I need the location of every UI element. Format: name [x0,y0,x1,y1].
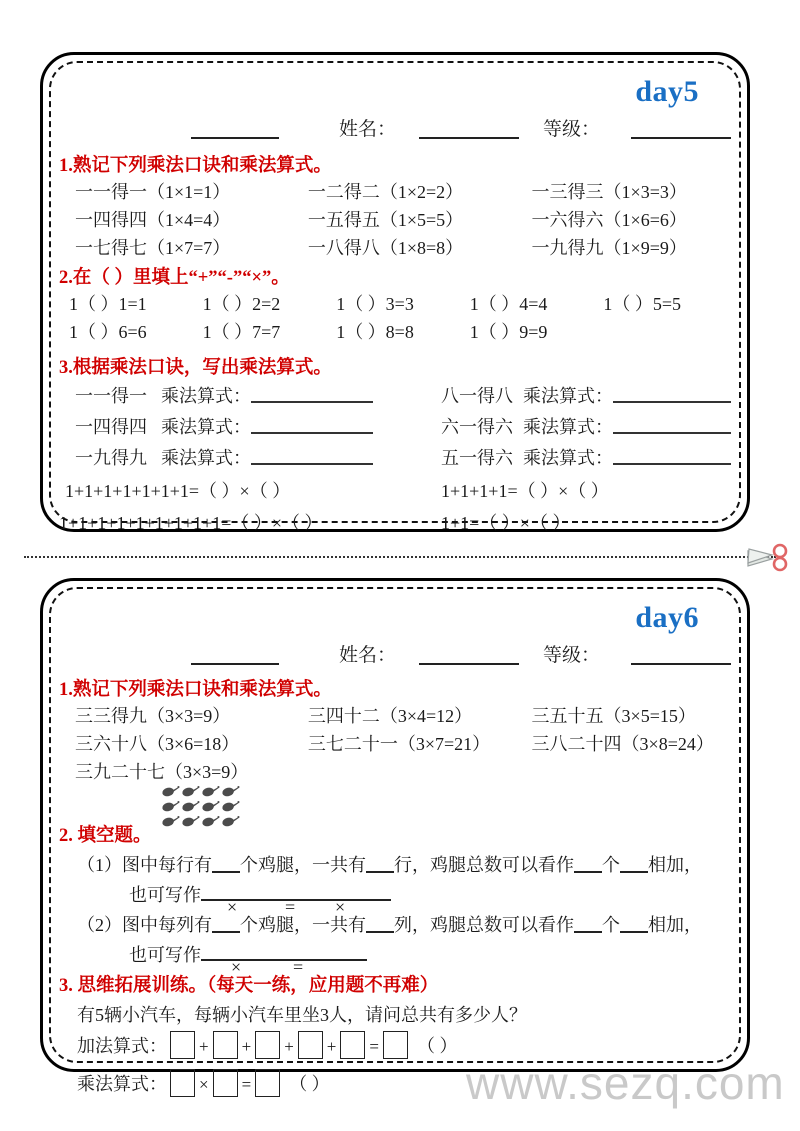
name-label-day5: 姓名： [339,119,397,140]
exercise-row [69,317,737,345]
chicken-drumstick-icon [201,785,220,798]
student-info-row-day5 [51,115,739,141]
answer-blank[interactable] [366,857,394,873]
name-blank-day6[interactable] [419,662,519,665]
exercise-row [69,289,737,317]
exercise-item[interactable]: 1（ ）8=8 [336,322,414,342]
addition-to-multiplication-2b[interactable]: 1+1=（ ）×（ ） [441,513,571,533]
table-cell: 一三得三（1×3=3） [531,182,687,202]
write-formula-exercises-day5 [75,379,731,472]
chicken-drumstick-icon [181,815,200,828]
formula-blank[interactable] [251,386,373,403]
exercise-item[interactable]: 1（ ）6=6 [69,322,147,342]
table-cell: 三八二十四（3×8=24） [531,734,714,754]
answer-blank[interactable] [620,857,648,873]
day-label-day6: day6 [635,601,699,634]
answer-box[interactable] [255,1069,280,1097]
exercise-item[interactable]: 1（ ）5=5 [603,294,682,314]
table-cell: 一九得九（1×9=9） [531,238,687,258]
table-cell: 一五得五（1×5=5） [307,210,464,230]
table-cell: 三九二十七（3×3=9） [75,762,249,782]
multiplication-table-day5 [75,177,731,261]
formula-label: 乘法算式： [161,416,251,437]
formula-label: 乘法算式： [523,447,613,468]
exercise-item[interactable]: 1（ ）1=1 [69,294,147,314]
table-cell: 一八得八（1×8=8） [307,238,464,258]
table-cell: 一七得七（1×7=7） [75,238,231,258]
chicken-drumstick-icon [221,815,240,828]
op-symbol: = [293,957,304,977]
formula-blank[interactable] [251,417,373,434]
exercise-item[interactable]: 1（ ）3=3 [336,294,414,314]
answer-box[interactable] [340,1031,365,1059]
card-dashed-border-day5 [49,61,741,533]
table-cell: 一一得一（1×1=1） [75,182,231,202]
question-text: 列，鸡腿总数可以看作 [394,915,574,935]
answer-box[interactable] [170,1069,195,1097]
chicken-drumstick-icon [201,800,220,813]
answer-blank[interactable] [574,917,602,933]
mnemonic-text: 六一得六 [441,416,513,437]
question-text: 行，鸡腿总数可以看作 [394,855,574,875]
formula-label: 乘法算式： [523,416,613,437]
question-text: 个鸡腿，一共有 [240,915,366,935]
chicken-drumstick-icon [201,815,220,828]
table-cell: 三七二十一（3×7=21） [307,734,491,754]
formula-blank[interactable] [613,386,731,403]
answer-box[interactable] [298,1031,323,1059]
formula-label: 乘法算式： [161,385,251,406]
cut-line [24,556,776,558]
grade-label-day6: 等级： [543,645,601,666]
addition-to-multiplication-1a[interactable]: 1+1+1+1+1+1+1=（ ）×（ ） [65,481,291,501]
drumstick-row [161,800,240,813]
formula-row [75,379,731,410]
answer-blank[interactable] [620,917,648,933]
question-text: 图中每行有 [122,855,212,875]
op-symbol: × [335,897,346,917]
fill-question-2-line2[interactable] [129,941,367,977]
answer-blank[interactable] [212,857,240,873]
table-cell: 一二得二（1×2=2） [307,182,464,202]
plus-symbol: + [199,1037,209,1056]
multiplication-label: 乘法算式： [77,1074,167,1094]
drumstick-row [161,785,240,798]
formula-label: 乘法算式： [161,447,251,468]
mnemonic-text: 五一得六 [441,447,513,468]
section-3-heading-day6: 3. 思维拓展训练。（每天一练，应用题不再难） [59,976,439,996]
plus-symbol: + [241,1037,252,1056]
question-text: 图中每列有 [122,915,212,935]
scissors-icon [746,542,792,572]
answer-box[interactable] [383,1031,408,1059]
equals-symbol: = [369,1037,379,1056]
answer-box[interactable] [213,1031,238,1059]
table-cell: 一四得四（1×4=4） [75,210,231,230]
exercise-item[interactable]: 1（ ）2=2 [202,294,281,314]
equals-symbol: = [241,1075,252,1094]
formula-blank[interactable] [251,448,373,465]
unit-bracket[interactable]: （ ） [416,1036,458,1056]
mnemonic-text: 一九得九 [75,447,147,468]
section-3-heading-day5: 3.根据乘法口诀，写出乘法算式。 [59,358,332,378]
fill-question-2-line1[interactable] [77,911,702,937]
class-blank-day6[interactable] [191,662,279,665]
answer-blank[interactable] [366,917,394,933]
grade-blank-day6[interactable] [631,662,731,665]
mnemonic-text: 一一得一 [75,385,147,406]
chicken-drumstick-icon [221,800,240,813]
answer-write-line[interactable] [201,957,367,977]
times-symbol: × [199,1075,209,1094]
table-row [75,701,731,729]
question-text: 也可写作 [129,885,201,905]
question-text: 个鸡腿，一共有 [240,855,366,875]
chicken-drumstick-icon [161,815,180,828]
answer-box[interactable] [170,1031,195,1059]
chicken-drumstick-array [161,785,240,828]
addition-to-multiplication-2a[interactable]: 1+1+1+1+1+1+1+1+1=（ ）×（ ） [59,513,323,533]
formula-label: 乘法算式： [523,385,613,406]
question-text: 个 [602,855,620,875]
op-symbol: = [285,897,296,917]
chicken-drumstick-icon [181,800,200,813]
bracket-exercises-day5 [69,289,737,345]
formula-blank[interactable] [613,417,731,434]
word-problem-text: 有5辆小汽车，每辆小汽车里坐3人，请问总共有多少人？ [77,1005,527,1025]
table-cell: 三五十五（3×5=15） [531,706,696,726]
unit-bracket[interactable]: （ ） [289,1074,330,1094]
drumstick-row [161,815,240,828]
formula-row [75,441,731,472]
fill-question-1-line1[interactable] [77,851,702,877]
section-1-heading-day6: 1.熟记下列乘法口诀和乘法算式。 [59,680,332,700]
question-text: 也可写作 [129,945,201,965]
name-blank-day5[interactable] [419,136,519,139]
answer-box[interactable] [213,1069,238,1097]
table-cell: 三六十八（3×6=18） [75,734,240,754]
grade-blank-day5[interactable] [631,136,731,139]
table-cell: 三三得九（3×3=9） [75,706,231,726]
section-2-heading-day5: 2.在（ ）里填上“+”“-”“×”。 [59,268,290,288]
addition-to-multiplication-1b[interactable]: 1+1+1+1=（ ）×（ ） [441,481,609,501]
table-row [75,233,731,261]
answer-blank[interactable] [212,917,240,933]
chicken-drumstick-icon [161,785,180,798]
exercise-item[interactable]: 1（ ）9=9 [469,322,548,342]
section-1-heading-day5: 1.熟记下列乘法口诀和乘法算式。 [59,156,332,176]
question-number: （1） [77,855,122,875]
question-number: （2） [77,915,122,935]
class-blank-day5[interactable] [191,136,279,139]
op-symbol: × [227,897,238,917]
answer-blank[interactable] [574,857,602,873]
answer-box[interactable] [255,1031,280,1059]
table-row [75,205,731,233]
mnemonic-text: 八一得八 [441,385,513,406]
student-info-row-day6 [51,641,739,667]
answer-write-line[interactable] [201,897,391,917]
addition-label: 加法算式： [77,1036,167,1056]
grade-label-day5: 等级： [543,119,601,140]
chicken-drumstick-icon [221,785,240,798]
table-cell: 一六得六（1×6=6） [531,210,687,230]
exercise-item[interactable]: 1（ ）4=4 [469,294,548,314]
multiplication-answer-row[interactable] [77,1069,330,1097]
worksheet-card-day5 [40,52,750,532]
addition-answer-row[interactable] [77,1031,457,1059]
plus-symbol: + [326,1037,337,1056]
table-cell: 三四十二（3×4=12） [307,706,473,726]
chicken-drumstick-icon [181,785,200,798]
question-text: 相加， [648,915,702,935]
formula-row [75,410,731,441]
fill-question-1-line2[interactable] [129,881,391,917]
table-row [75,757,731,785]
section-2-heading-day6: 2. 填空题。 [59,826,152,846]
op-symbol: × [231,957,242,977]
name-label-day6: 姓名： [339,645,397,666]
question-text: 相加， [648,855,702,875]
site-watermark: www.sezq.com [466,1057,785,1109]
day-label-day5: day5 [635,75,699,108]
multiplication-table-day6 [75,701,731,785]
mnemonic-text: 一四得四 [75,416,147,437]
table-row [75,177,731,205]
exercise-item[interactable]: 1（ ）7=7 [202,322,281,342]
chicken-drumstick-icon [161,800,180,813]
plus-symbol: + [284,1037,294,1056]
formula-blank[interactable] [613,448,731,465]
table-row [75,729,731,757]
question-text: 个 [602,915,620,935]
